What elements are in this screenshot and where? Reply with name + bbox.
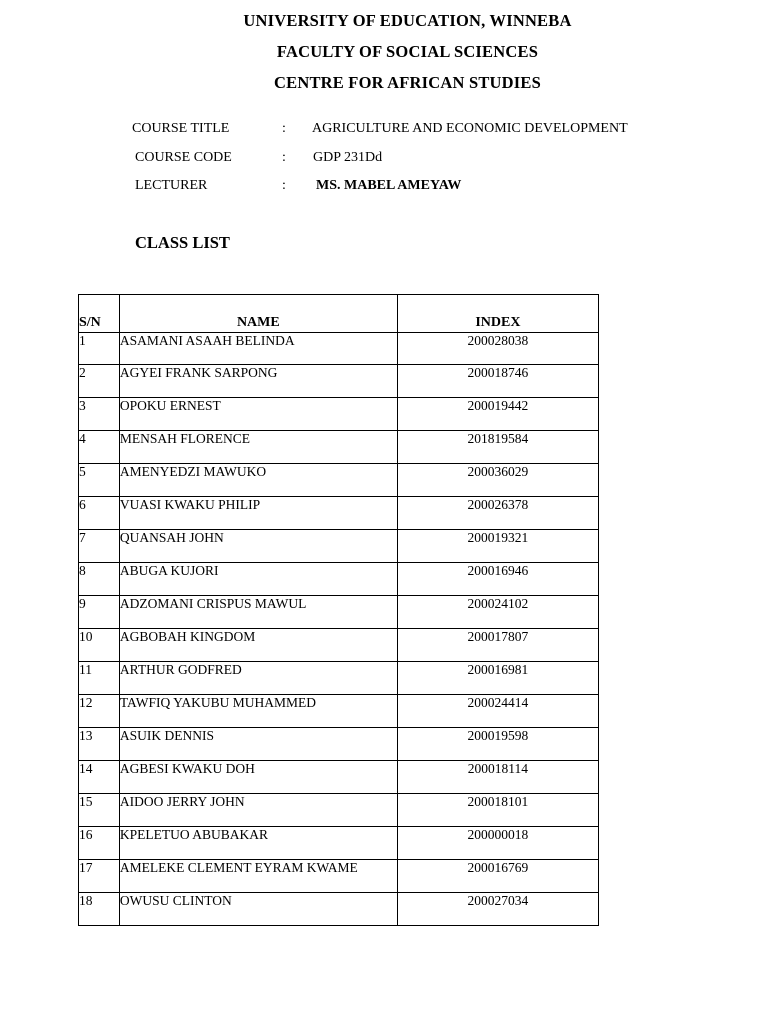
faculty-name: FACULTY OF SOCIAL SCIENCES <box>276 42 539 61</box>
row-index: 200016946 <box>397 563 598 596</box>
table-row <box>79 761 599 794</box>
row-index: 200016769 <box>397 860 598 893</box>
course-title-colon: : <box>282 121 286 136</box>
class-list-table <box>78 294 599 926</box>
row-sn: 3 <box>79 398 120 431</box>
row-sn: 12 <box>79 695 120 728</box>
row-sn: 15 <box>79 794 120 827</box>
row-sn: 11 <box>79 662 120 695</box>
row-name: OPOKU ERNEST <box>119 398 397 431</box>
row-index: 200016981 <box>397 662 598 695</box>
row-name: KPELETUO ABUBAKAR <box>119 827 397 860</box>
centre-name: CENTRE FOR AFRICAN STUDIES <box>274 73 541 92</box>
row-index: 200024414 <box>397 695 598 728</box>
row-index: 200036029 <box>397 464 598 497</box>
row-sn: 1 <box>79 333 120 365</box>
row-sn: 13 <box>79 728 120 761</box>
row-sn: 14 <box>79 761 120 794</box>
row-sn: 16 <box>79 827 120 860</box>
row-sn: 8 <box>79 563 120 596</box>
row-name: TAWFIQ YAKUBU MUHAMMED <box>119 695 397 728</box>
table-row <box>79 728 599 761</box>
row-index: 200000018 <box>397 827 598 860</box>
row-index: 200027034 <box>397 893 598 926</box>
row-name: ASUIK DENNIS <box>119 728 397 761</box>
row-name: ABUGA KUJORI <box>119 563 397 596</box>
row-sn: 5 <box>79 464 120 497</box>
row-name: AGYEI FRANK SARPONG <box>119 365 397 398</box>
row-index: 200019598 <box>397 728 598 761</box>
university-name: UNIVERSITY OF EDUCATION, WINNEBA <box>243 11 572 30</box>
row-name: ADZOMANI CRISPUS MAWUL <box>119 596 397 629</box>
table-row <box>79 827 599 860</box>
row-index: 200019321 <box>397 530 598 563</box>
row-index: 201819584 <box>397 431 598 464</box>
header-sn: S/N <box>79 295 120 333</box>
row-index: 200024102 <box>397 596 598 629</box>
table-row <box>79 497 599 530</box>
row-name: OWUSU CLINTON <box>119 893 397 926</box>
table-row <box>79 629 599 662</box>
table-row <box>79 596 599 629</box>
row-index: 200017807 <box>397 629 598 662</box>
row-index: 200018114 <box>397 761 598 794</box>
row-sn: 17 <box>79 860 120 893</box>
row-sn: 10 <box>79 629 120 662</box>
table-row <box>79 794 599 827</box>
lecturer-label: LECTURER <box>135 178 208 193</box>
table-header-row <box>79 295 599 333</box>
table-row <box>79 333 599 365</box>
course-title-value: AGRICULTURE AND ECONOMIC DEVELOPMENT <box>312 121 628 136</box>
table-row <box>79 365 599 398</box>
table-row <box>79 464 599 497</box>
table-body <box>79 333 599 926</box>
row-index: 200018746 <box>397 365 598 398</box>
row-name: QUANSAH JOHN <box>119 530 397 563</box>
header-name: NAME <box>119 295 397 333</box>
row-name: MENSAH FLORENCE <box>119 431 397 464</box>
table-row <box>79 695 599 728</box>
row-name: AGBOBAH KINGDOM <box>119 629 397 662</box>
row-name: AGBESI KWAKU DOH <box>119 761 397 794</box>
table-row <box>79 893 599 926</box>
row-name: AIDOO JERRY JOHN <box>119 794 397 827</box>
table-row <box>79 530 599 563</box>
row-name: ARTHUR GODFRED <box>119 662 397 695</box>
table-row <box>79 398 599 431</box>
row-index: 200019442 <box>397 398 598 431</box>
course-title-label: COURSE TITLE <box>132 121 230 136</box>
course-code-label: COURSE CODE <box>135 150 232 165</box>
row-sn: 4 <box>79 431 120 464</box>
row-index: 200018101 <box>397 794 598 827</box>
table-row <box>79 431 599 464</box>
course-code-value: GDP 231Dd <box>313 150 383 165</box>
lecturer-colon: : <box>282 178 286 193</box>
header-index: INDEX <box>397 295 598 333</box>
row-name: VUASI KWAKU PHILIP <box>119 497 397 530</box>
table-row <box>79 860 599 893</box>
row-sn: 9 <box>79 596 120 629</box>
course-code-colon: : <box>282 150 286 165</box>
row-sn: 7 <box>79 530 120 563</box>
class-list-heading: CLASS LIST <box>135 233 230 252</box>
table-row <box>79 563 599 596</box>
row-index: 200028038 <box>397 333 598 365</box>
row-name: AMELEKE CLEMENT EYRAM KWAME <box>119 860 397 893</box>
row-sn: 18 <box>79 893 120 926</box>
row-sn: 6 <box>79 497 120 530</box>
row-name: ASAMANI ASAAH BELINDA <box>119 333 397 365</box>
lecturer-value: MS. MABEL AMEYAW <box>316 178 462 193</box>
row-index: 200026378 <box>397 497 598 530</box>
table-row <box>79 662 599 695</box>
row-sn: 2 <box>79 365 120 398</box>
row-name: AMENYEDZI MAWUKO <box>119 464 397 497</box>
